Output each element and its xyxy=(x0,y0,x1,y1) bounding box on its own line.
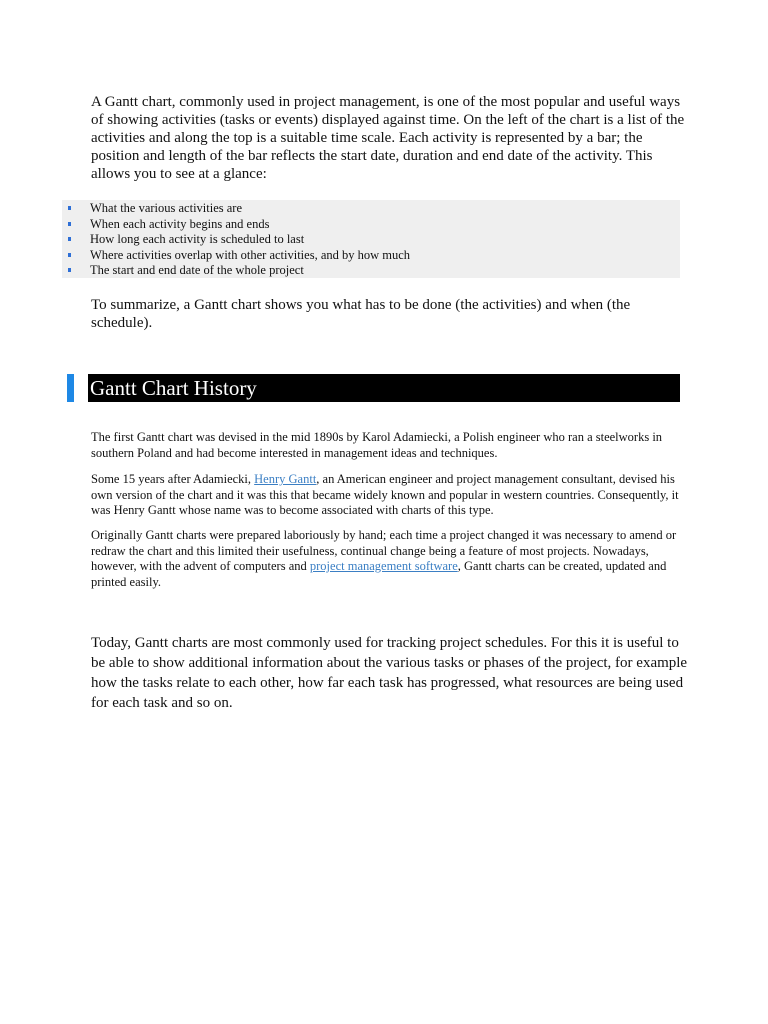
intro-paragraph: A Gantt chart, commonly used in project management, is one of the most popular and useful ways of showing activities (tasks or events) displayed against time. On the left of the chart is a list of the activities and along the top is a suitable time scale. Each activity is represented by a bar; the position and length of the bar reflects the start date, duration and end date of the activity. This allows you to see at a glance: xyxy=(91,94,685,182)
section-heading: Gantt Chart History xyxy=(90,376,257,400)
history-paragraph-1: The first Gantt chart was devised in the mid 1890s by Karol Adamiecki, a Polish engineer who ran a steelworks in southern Poland and had become interested in management ideas and techniques. xyxy=(91,430,663,460)
history-paragraph-3 xyxy=(91,528,686,590)
bullet-square-icon xyxy=(68,253,71,257)
bullet-square-icon xyxy=(68,222,71,226)
list-item xyxy=(62,217,680,233)
henry-gantt-link[interactable]: Henry Gantt xyxy=(254,472,317,486)
list-item-text: What the various activities are xyxy=(90,201,243,215)
history-paragraph-2 xyxy=(91,472,686,519)
history-paragraph-3-text: Originally Gantt charts were prepared laboriously by hand; each time a project changed it was necessary to amend or redraw the chart and this limited their usefulness, continual change being a feature of most projects. Nowadays, however, with the advent of computers and xyxy=(91,528,677,573)
summary-paragraph: To summarize, a Gantt chart shows you what has to be done (the activities) and when (the schedule). xyxy=(91,297,631,331)
bullet-square-icon xyxy=(68,206,71,210)
list-item xyxy=(62,201,680,217)
project-management-software-link[interactable]: project management software xyxy=(309,559,458,573)
list-item-text: Where activities overlap with other activities, and by how much xyxy=(90,247,411,262)
list-item-text: When each activity begins and ends xyxy=(90,216,270,231)
list-item-text: How long each activity is scheduled to last xyxy=(90,232,305,246)
heading-accent-bar xyxy=(67,374,74,402)
section-heading-bar xyxy=(88,374,680,402)
bullet-square-icon xyxy=(68,268,71,272)
list-item-text: The start and end date of the whole project xyxy=(90,263,304,277)
activity-list-box xyxy=(62,200,680,278)
history-paragraph-2-text-cont: , an American engineer and project management consultant, devised his own version of the chart and it was this that became widely known and popular in western countries. Consequently, it was Henry Gantt whose name was to become associated with charts of this type. xyxy=(91,472,679,517)
closing-paragraph: Today, Gantt charts are most commonly used for tracking project schedules. For this it is useful to be able to show additional information about the various tasks or phases of the project, for example how the tasks relate to each other, how far each task has progressed, what resources are being used for each task and so on. xyxy=(91,635,688,711)
history-paragraph-3-text-cont: , Gantt charts can be created, updated and printed easily. xyxy=(91,559,667,589)
history-paragraph-2-text: Some 15 years after Adamiecki, xyxy=(91,472,255,486)
list-item xyxy=(62,232,680,248)
list-item xyxy=(62,248,680,264)
bullet-square-icon xyxy=(68,237,71,241)
list-item xyxy=(62,263,680,279)
activity-list xyxy=(62,201,680,279)
